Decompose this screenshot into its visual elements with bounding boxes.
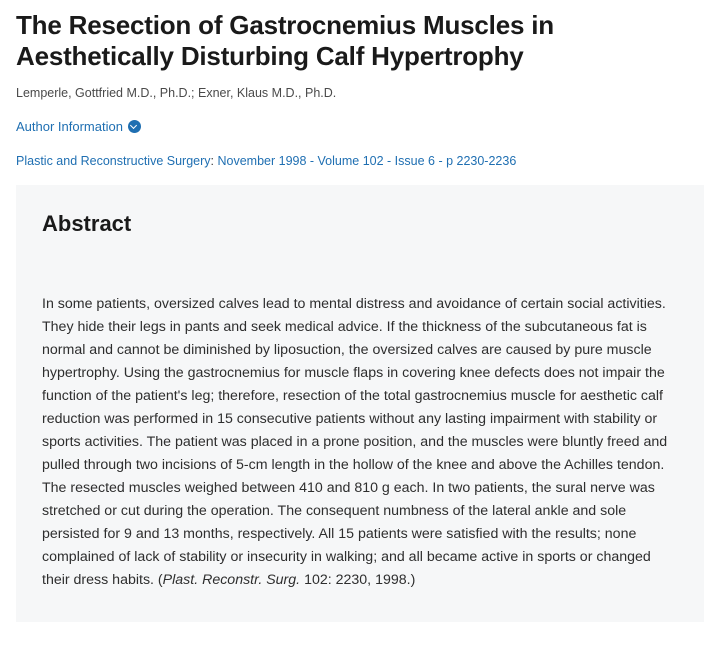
abstract-body-text: In some patients, oversized calves lead to mental distress and avoidance of certain social activities. They hide their legs in pants and seek medical advice. If the thickness of the subcutaneous fat is normal and cannot be diminished by liposuction, the oversized calves are caused by pure muscle hypertrophy. Using the gastrocnemius for muscle flaps in covering knee defects does not impair the function of the patient's leg; therefore, resection of the total gastrocnemius muscle for aesthetic calf reduction was performed in 15 consecutive patients without any lasting impairment with stability or sports activities. The patient was placed in a prone position, and the muscles were bluntly freed and pulled through two incisions of 5-cm length in the hollow of the knee and above the Achilles tendon. The resected muscles weighed between 410 and 810 g each. In two patients, the sural nerve was stretched or cut during the operation. The consequent numbness of the lateral ankle and sole persisted for 9 and 13 months, respectively. All 15 patients were satisfied with the results; none complained of lack of stability or insecurity in walking; and all became active in sports or changed their dress habits. ( — [42, 295, 668, 588]
author-list: Lemperle, Gottfried M.D., Ph.D.; Exner, Klaus M.D., Ph.D. — [16, 86, 337, 101]
journal-issue-line[interactable]: November 1998 - Volume 102 - Issue 6 - p 2230-2236 — [217, 153, 517, 168]
abstract-citation-italic: Plast. Reconstr. Surg. — [162, 571, 301, 588]
author-information-link[interactable]: Author Information — [16, 118, 123, 134]
author-information[interactable] — [16, 119, 704, 134]
abstract-body-text-end: 102: 2230, 1998.) — [300, 571, 416, 588]
chevron-down-circle-icon[interactable] — [128, 120, 141, 133]
journal-separator: : — [210, 153, 218, 168]
page-title: The Resection of Gastrocnemius Muscles in Aesthetically Disturbing Calf Hypertrophy — [16, 10, 554, 71]
journal-citation — [16, 152, 704, 171]
article-header — [0, 0, 720, 171]
abstract-section — [16, 185, 704, 622]
journal-name[interactable]: Plastic and Reconstructive Surgery — [16, 153, 211, 168]
abstract-body — [42, 293, 678, 592]
abstract-heading: Abstract — [42, 210, 132, 236]
